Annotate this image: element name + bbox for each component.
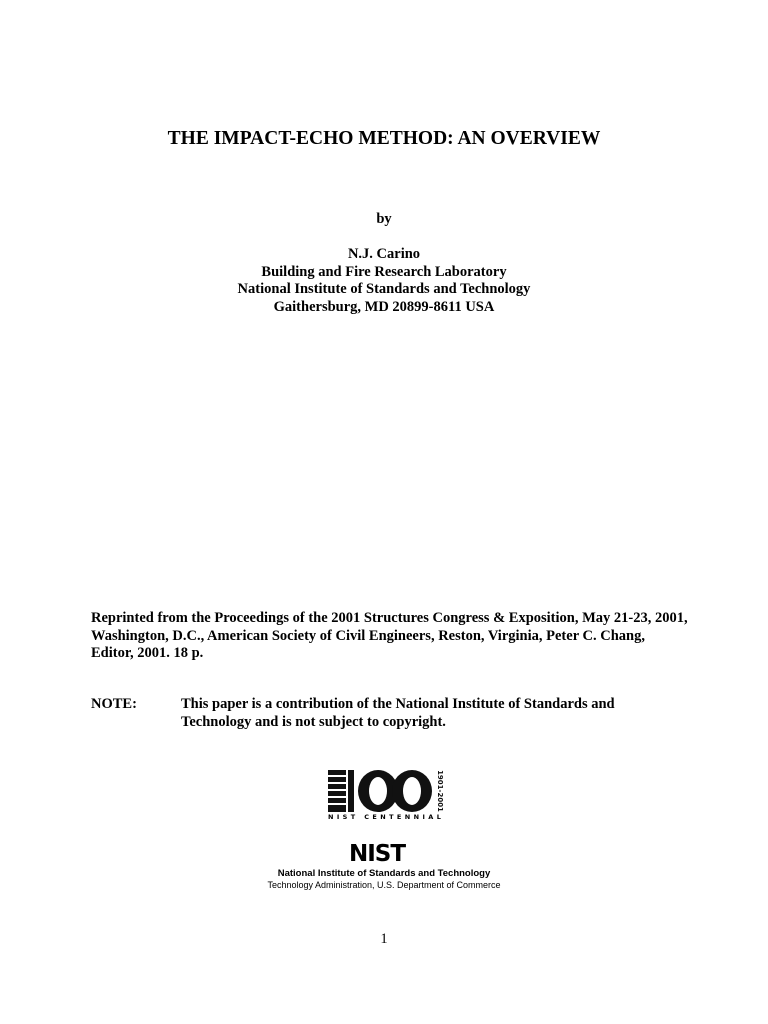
centennial-years: 1901-2001	[436, 770, 444, 812]
document-title: THE IMPACT-ECHO METHOD: AN OVERVIEW	[167, 128, 601, 149]
nist-department-line: Technology Administration, U.S. Department of Commerce	[267, 880, 501, 890]
centennial-caption: NIST CENTENNIAL	[328, 813, 445, 821]
note-label: NOTE:	[91, 696, 137, 712]
note-text: This paper is a contribution of the National Institute of Standards and Technology and is not subject to copyright.	[181, 696, 615, 730]
byline-by: by	[376, 211, 392, 227]
author-block	[0, 246, 768, 316]
author-name: N.J. Carino	[347, 246, 421, 262]
nist-wordmark: NIST	[349, 841, 406, 867]
affiliation-line: Gaithersburg, MD 20899-8611 USA	[273, 298, 495, 315]
affiliation-line: National Institute of Standards and Technology	[237, 281, 531, 297]
nist-name-line: National Institute of Standards and Technology	[277, 868, 491, 879]
page-number: 1	[380, 931, 388, 947]
affiliation-line: Building and Fire Research Laboratory	[261, 263, 507, 280]
reprint-note: Reprinted from the Proceedings of the 2001 Structures Congress & Exposition, May 21-23, 2001, Washington, D.C., American Society of Civil Engineers, Reston, Virginia, Peter C. Chang, Editor, 2001. 18 p.	[91, 610, 688, 661]
